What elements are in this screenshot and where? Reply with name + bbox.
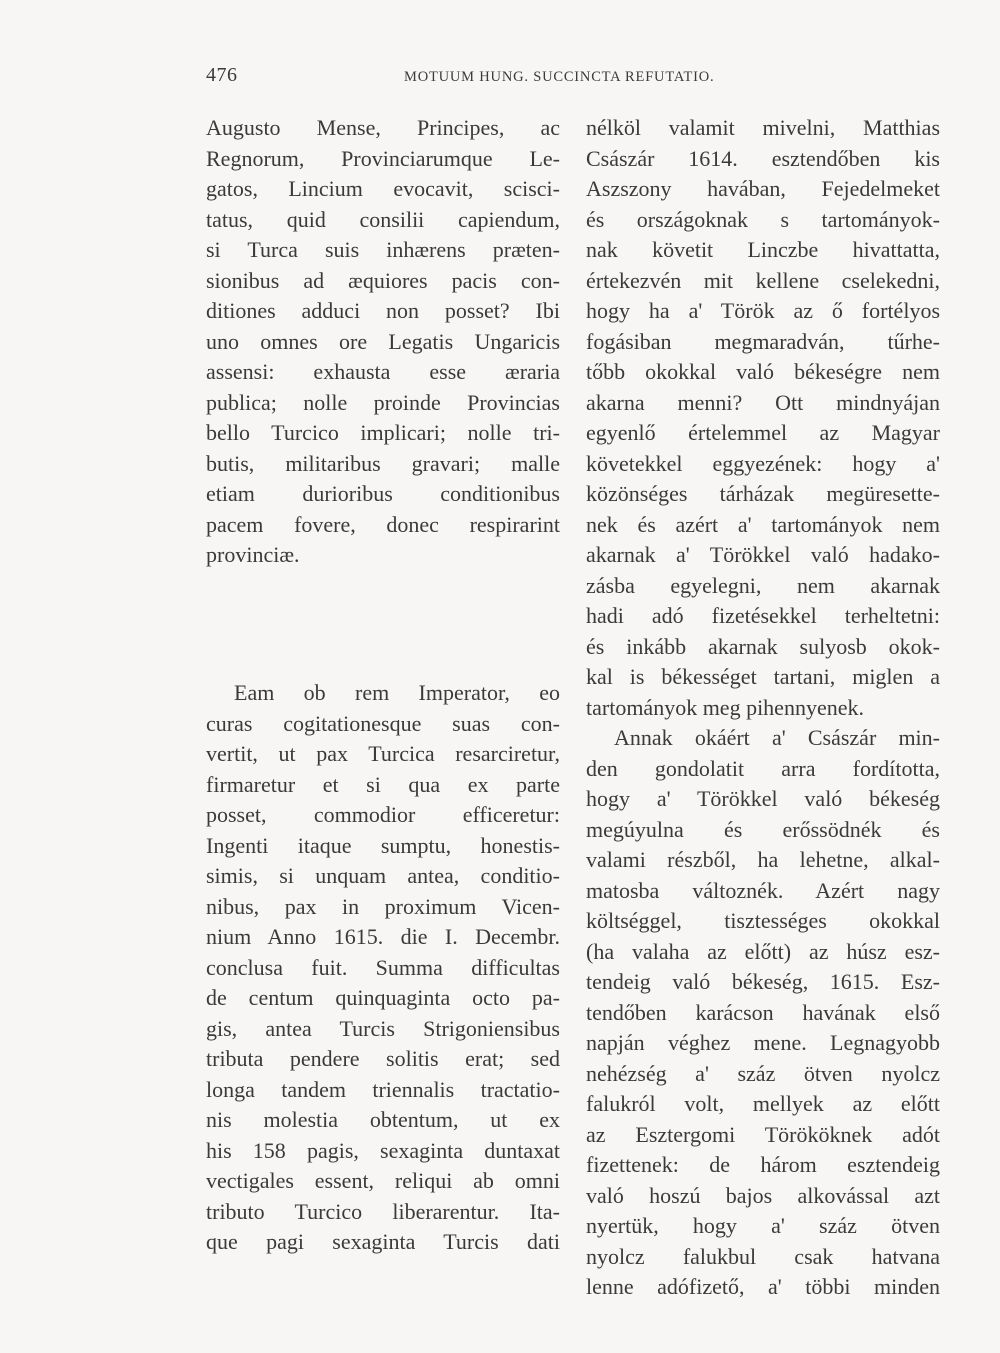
hungarian-column	[586, 113, 940, 1303]
text-line: tendeig való békeség, 1615. Esz-	[586, 969, 940, 994]
text-line: tartományok meg pihennyenek.	[586, 694, 864, 720]
text-line: nélköl valamit mivelni, Matthias	[586, 115, 940, 140]
text-line: való hoszú bajos alkovással azt	[586, 1182, 940, 1208]
text-line: fogásiban megmaradván, tűrhe-	[586, 328, 940, 354]
text-line: kal is békességet tartani, miglen a	[586, 664, 940, 689]
text-line: Augusto Mense, Principes, ac	[206, 115, 560, 140]
text-line: valami részből, ha lehetne, alkal-	[586, 847, 940, 872]
text-line: pacem fovere, donec respirarint	[206, 511, 560, 537]
text-line: és országoknak s tartományok-	[586, 206, 940, 232]
text-line: hogy a' Törökkel való békeség	[586, 786, 940, 811]
text-line: értekezvén mit kellene cselekedni,	[586, 267, 940, 293]
text-line: vertit, ut pax Turcica resarciretur,	[206, 741, 560, 766]
text-line: simis, si unquam antea, conditio-	[206, 863, 560, 888]
text-line: nak követit Linczbe hivattatta,	[586, 237, 940, 262]
text-line: nis molestia obtentum, ut ex	[206, 1107, 560, 1132]
text-line: longa tandem triennalis tractatio-	[206, 1076, 560, 1102]
text-line: bello Turcico implicari; nolle tri-	[206, 420, 560, 445]
text-line: nyolcz falukbul csak hatvana	[586, 1243, 940, 1269]
text-line: que pagi sexaginta Turcis dati	[206, 1229, 560, 1254]
text-line: zásba egyelegni, nem akarnak	[586, 572, 940, 598]
text-line: Ingenti itaque sumptu, honestis-	[206, 832, 560, 858]
text-line: lenne adófizető, a' többi minden	[586, 1274, 940, 1299]
text-line: akarnak a' Törökkel való hadako-	[586, 542, 940, 567]
text-line: si Turca suis inhærens præten-	[206, 237, 560, 262]
text-line: (ha valaha az előtt) az húsz esz-	[586, 938, 940, 964]
text-line: vectigales essent, reliqui ab omni	[206, 1168, 560, 1193]
latin-paragraph-1	[206, 113, 560, 571]
text-line: és inkább akarnak sulyosb okok-	[586, 633, 940, 659]
text-line: követekkel eggyezének: hogy a'	[586, 450, 940, 476]
text-line: nehézség a' száz ötven nyolcz	[586, 1060, 940, 1086]
text-line: firmaretur et si qua ex parte	[206, 771, 560, 797]
text-line: uno omnes ore Legatis Ungaricis	[206, 328, 560, 354]
text-line: hogy ha a' Török az ő fortélyos	[586, 298, 940, 323]
text-line: költséggel, tisztességes okokkal	[586, 908, 940, 933]
text-line: posset, commodior efficeretur:	[206, 802, 560, 827]
text-line: tributa pendere solitis erat; sed	[206, 1046, 560, 1071]
page-number: 476	[206, 64, 238, 86]
text-line: gatos, Lincium evocavit, scisci-	[206, 176, 560, 201]
text-line: ditiones adduci non posset? Ibi	[206, 298, 560, 323]
text-line: butis, militaribus gravari; malle	[206, 450, 560, 476]
text-line: etiam durioribus conditionibus	[206, 481, 560, 506]
text-line: conclusa fuit. Summa difficultas	[206, 954, 560, 980]
running-head: MOTUUM HUNG. SUCCINCTA REFUTATIO.	[404, 69, 715, 85]
text-line: publica; nolle proinde Provincias	[206, 389, 560, 415]
text-line: fizettenek: de három esztendeig	[586, 1152, 940, 1177]
text-line: tatus, quid consilii capiendum,	[206, 206, 560, 232]
page-header	[206, 64, 976, 94]
text-line: de centum quinquaginta octo pa-	[206, 985, 560, 1010]
text-line: tributo Turcico liberarentur. Ita-	[206, 1198, 560, 1224]
text-line: egyenlő értelemmel az Magyar	[586, 420, 940, 445]
text-line: sionibus ad æquiores pacis con-	[206, 267, 560, 293]
text-line: curas cogitationesque suas con-	[206, 710, 560, 736]
text-line: Annak okáért a' Császár min-	[614, 725, 940, 750]
latin-paragraph-2	[206, 678, 560, 1258]
text-line: his 158 pagis, sexaginta duntaxat	[206, 1137, 560, 1163]
text-line: hadi adó fizetésekkel terheltetni:	[586, 603, 940, 628]
text-line: Császár 1614. esztendőben kis	[586, 145, 940, 171]
text-line: az Esztergomi Törököknek adót	[586, 1121, 940, 1147]
text-line: akarna menni? Ott mindnyájan	[586, 389, 940, 415]
text-line: den gondolatit arra fordította,	[586, 755, 940, 781]
text-line: tőbb okokkal való békeségre nem	[586, 359, 940, 384]
text-line: falukról volt, mellyek az előtt	[586, 1091, 940, 1116]
text-line: Regnorum, Provinciarumque Le-	[206, 145, 560, 171]
text-line: Aszszony havában, Fejedelmeket	[586, 176, 940, 201]
text-line: tendőben karácson havának első	[586, 999, 940, 1025]
text-line: assensi: exhausta esse æraria	[206, 359, 560, 384]
text-line: gis, antea Turcis Strigoniensibus	[206, 1015, 560, 1041]
text-line: megúyulna és erőssödnék és	[586, 816, 940, 842]
text-line: provinciæ.	[206, 542, 300, 567]
text-line: nek és azért a' tartományok nem	[586, 511, 940, 537]
text-line: nibus, pax in proximum Vicen-	[206, 893, 560, 919]
text-line: napján véghez mene. Legnagyobb	[586, 1030, 940, 1055]
text-line: közönséges tárházak megüresette-	[586, 481, 940, 506]
text-line: nyertük, hogy a' száz ötven	[586, 1213, 940, 1238]
text-line: Eam ob rem Imperator, eo	[234, 680, 560, 705]
text-line: nium Anno 1615. die I. Decembr.	[206, 924, 560, 949]
text-line: matosba változnék. Azért nagy	[586, 877, 940, 903]
